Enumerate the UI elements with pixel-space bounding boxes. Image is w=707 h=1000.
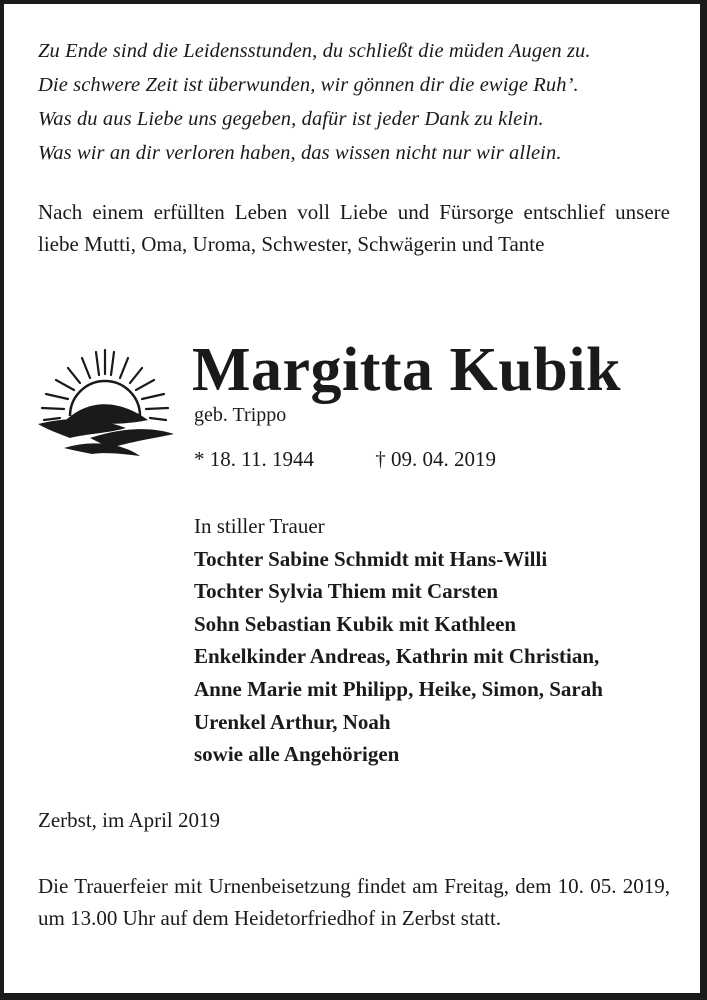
mourner-line: Tochter Sabine Schmidt mit Hans-Willi [194, 546, 548, 571]
mourners-block [194, 510, 603, 771]
maiden-name: geb. Trippo [194, 404, 287, 426]
mourner-line: Anne Marie mit Philipp, Heike, Simon, Sarah [194, 676, 603, 701]
intro-text: Nach einem erfüllten Leben voll Liebe und Fürsorge entschlief unsere liebe Mutti, Oma, Uroma, Schwester, Schwägerin und Tante [38, 200, 670, 256]
sunset-over-hills-icon [30, 338, 180, 468]
mourner-line: Enkelkinder Andreas, Kathrin mit Christian, [194, 644, 600, 669]
mourner-line: Urenkel Arthur, Noah [194, 709, 391, 734]
life-dates [194, 444, 496, 474]
poem-line: Was wir an dir verloren haben, das wissen nicht nur wir allein. [38, 142, 562, 164]
obituary-card [4, 4, 700, 993]
poem-line: Zu Ende sind die Leidensstunden, du schließt die müden Augen zu. [38, 40, 591, 62]
mourner-line: sowie alle Angehörigen [194, 742, 400, 767]
poem [38, 34, 678, 170]
mourner-line: Tochter Sylvia Thiem mit Carsten [194, 579, 499, 604]
poem-line: Was du aus Liebe uns gegeben, dafür ist jeder Dank zu klein. [38, 108, 544, 130]
death-date: † 09. 04. 2019 [375, 447, 496, 471]
birth-date: * 18. 11. 1944 [194, 447, 314, 471]
place-date: Zerbst, im April 2019 [38, 808, 220, 832]
poem-line: Die schwere Zeit ist überwunden, wir gönnen dir die ewige Ruh’. [38, 74, 579, 96]
mourning-heading: In stiller Trauer [194, 514, 325, 538]
ceremony-notice: Die Trauerfeier mit Urnenbeisetzung findet am Freitag, dem 10. 05. 2019, um 13.00 Uhr auf dem Heidetorfriedhof in Zerbst statt. [38, 874, 670, 930]
mourner-line: Sohn Sebastian Kubik mit Kathleen [194, 611, 517, 636]
deceased-name: Margitta Kubik [192, 336, 621, 404]
